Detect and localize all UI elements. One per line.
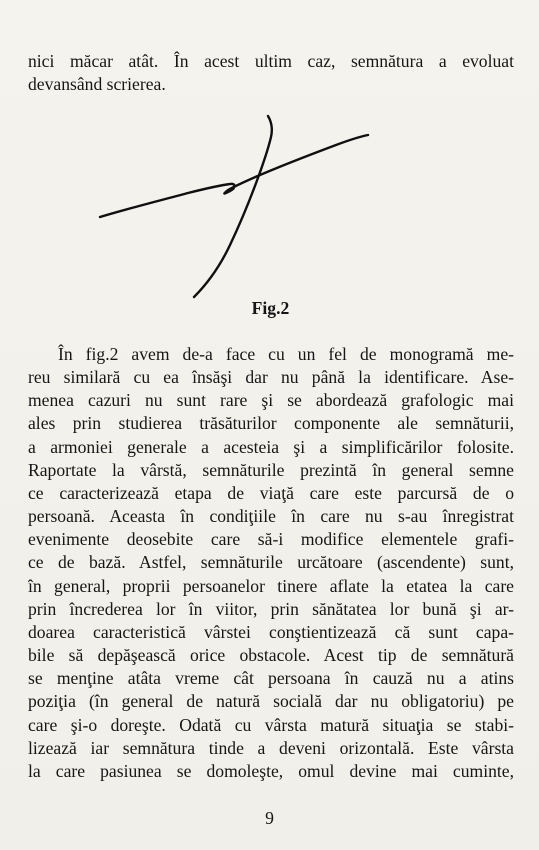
top-paragraph <box>28 50 514 96</box>
text-line: lizează iar semnătura tinde a deveni orizontală. Este vârsta <box>28 737 514 758</box>
signature-stroke-diagonal <box>100 135 368 217</box>
text-line: poziţia (în general de natură socială dar nu obligatoriu) pe <box>28 691 514 712</box>
text-line: prin încrederea lor în viitor, prin sănătatea lor bună şi ar- <box>28 598 514 619</box>
text-line: ce caracterizează etapa de viaţă care este parcursă de o <box>28 482 514 503</box>
text-line: la care pasiunea se domoleşte, omul devine mai cuminte, <box>28 760 514 781</box>
text-line: ce de bază. Astfel, semnăturile urcătoare (ascendente) sunt, <box>28 552 514 573</box>
text-line: menea cazuri nu sunt rare şi se abordează grafologic mai <box>28 390 514 411</box>
text-line: în general, proprii persoanelor tinere aflate la etatea la care <box>28 575 514 596</box>
signature-stroke-vertical <box>194 116 272 297</box>
text-line: care şi-o doreşte. Odată cu vârsta matură situaţia se stabi- <box>28 714 514 735</box>
text-line: reu similară cu ea însăşi dar nu până la identificare. Ase- <box>28 367 514 388</box>
text-line: se menţine atâta vreme cât persoana în cauză nu a atins <box>28 668 514 689</box>
text-line: a armoniei generale a acesteia şi a simplificărilor folosite. <box>28 436 514 457</box>
text-line: ales prin studierea trăsăturilor componente ale semnăturii, <box>28 413 514 434</box>
text-line: evenimente deosebite care să-i modifice elementele grafi- <box>28 529 514 550</box>
main-paragraph <box>28 343 514 783</box>
text-line: persoană. Aceasta în condiţiile în care nu s-au înregistrat <box>28 506 514 527</box>
text-line: doarea caracteristică vârstei conştientizează că sunt capa- <box>28 621 514 642</box>
text-line: În fig.2 avem de-a face cu un fel de monogramă me- <box>58 344 514 364</box>
page-number: 9 <box>265 808 274 828</box>
text-line: Raportate la vârstă, semnăturile prezintă în general semne <box>28 459 514 480</box>
figure-caption: Fig.2 <box>251 298 290 318</box>
text-line: nici măcar atât. În acest ultim caz, semnătura a evoluat <box>28 51 514 71</box>
text-line: devansând scrierea. <box>28 74 166 94</box>
text-line: bile să depăşească orice obstacole. Acest tip de semnătură <box>28 645 514 666</box>
